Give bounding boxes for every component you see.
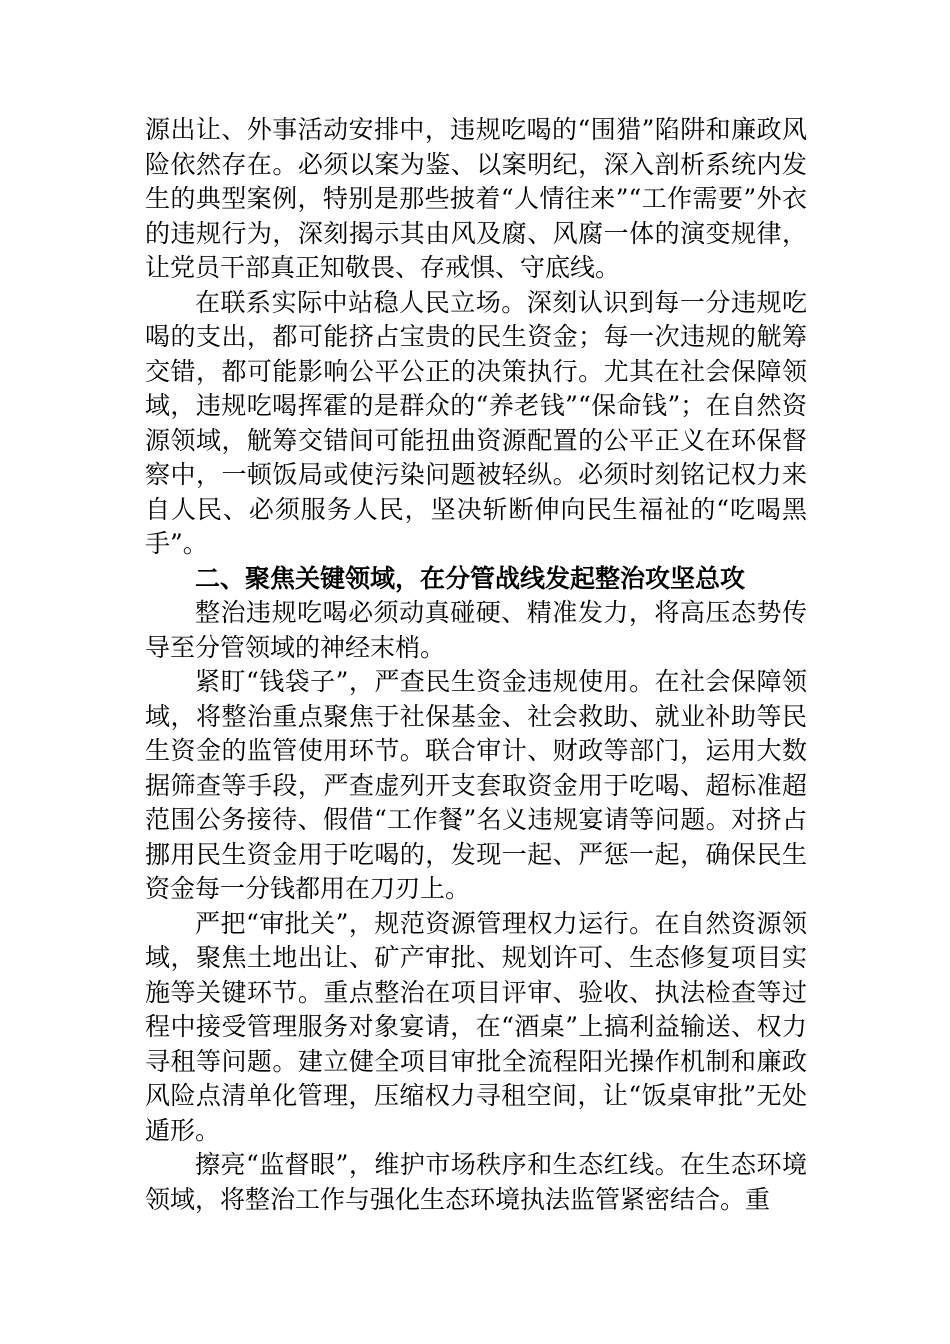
paragraph-money-bag: 紧盯“钱袋子”，严查民生资金违规使用。在社会保障领域，将整治重点聚焦于社保基金、社会救助、就业补助等民生资金的监管使用环节。联合审计、财政等部门，运用大数据筛查等手段，严查虚列开支套取资金用于吃喝、超标准超范围公务接待、假借“工作餐”名义违规宴请等问题。对挤占挪用民生资金用于吃喝的，发现一起、严惩一起，确保民生资金每一分钱都用在刀刃上。 — [145, 667, 807, 903]
section-heading-2: 二、聚焦关键领域，在分管战线发起整治攻坚总攻 — [195, 563, 746, 593]
document-body — [145, 113, 807, 1217]
paragraph-section-intro: 整治违规吃喝必须动真碰硬、精准发力，将高压态势传导至分管领域的神经末梢。 — [145, 598, 807, 662]
paragraph-approval-gate: 严把“审批关”，规范资源管理权力运行。在自然资源领域，聚焦土地出让、矿产审批、规划许可、生态修复项目实施等关键环节。重点整治在项目评审、验收、执法检查等过程中接受管理服务对象宴请，在“酒桌”上搞利益输送、权力寻租等问题。建立健全项目审批全流程阳光操作机制和廉政风险点清单化管理，压缩权力寻租空间，让“饭桌审批”无处遁形。 — [145, 908, 807, 1145]
paragraph-people-stance: 在联系实际中站稳人民立场。深刻认识到每一分违规吃喝的支出，都可能挤占宝贵的民生资金；每一次违规的觥筹交错，都可能影响公平公正的决策执行。尤其在社会保障领域，违规吃喝挥霍的是群众的“养老钱”“保命钱”；在自然资源领域，觥筹交错间可能扭曲资源配置的公平正义在环保督察中，一顿饭局或使污染问题被轻纵。必须时刻铭记权力来自人民、必须服务人民，坚决斩断伸向民生福祉的“吃喝黑手”。 — [145, 287, 807, 558]
paragraph-continuation: 源出让、外事活动安排中，违规吃喝的“围猎”陷阱和廉政风险依然存在。必须以案为鉴、以案明纪，深入剖析系统内发生的典型案例，特别是那些披着“人情往来”“工作需要”外衣的违规行为，深刻揭示其由风及腐、风腐一体的演变规律，让党员干部真正知敬畏、存戒惧、守底线。 — [145, 115, 807, 282]
paragraph-supervision-eye: 擦亮“监督眼”，维护市场秩序和生态红线。在生态环境领域，将整治工作与强化生态环境执法监管紧密结合。重 — [145, 1150, 807, 1214]
